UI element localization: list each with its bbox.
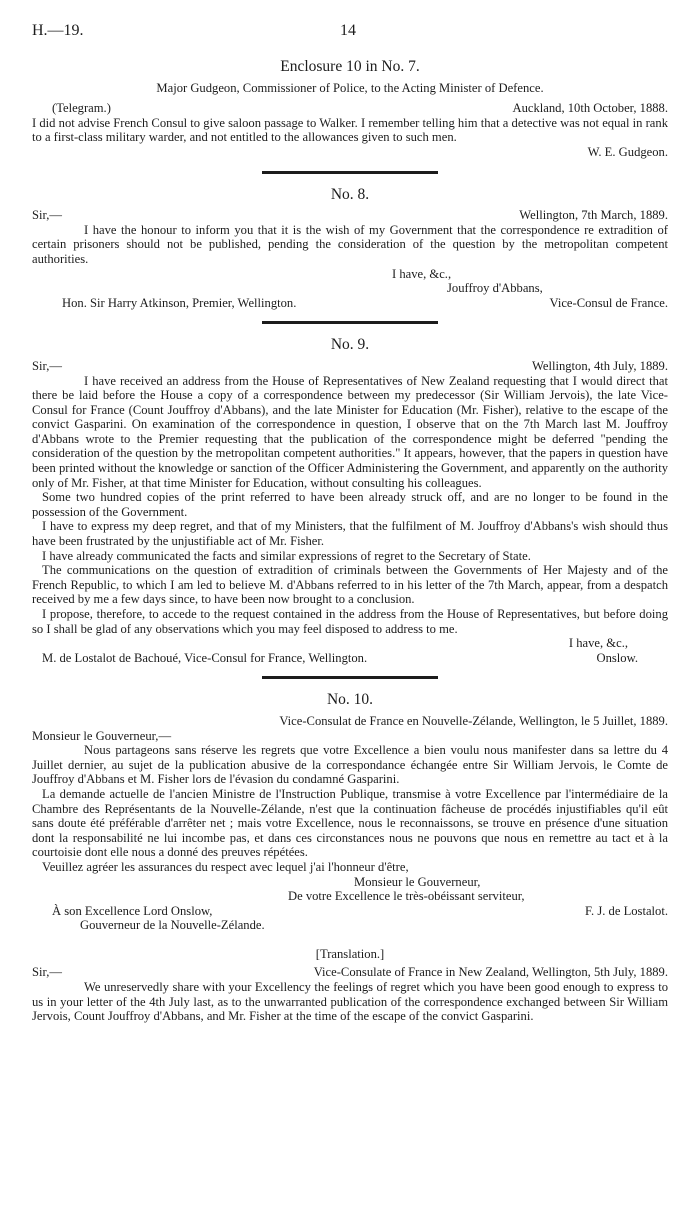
telegram-body: I did not advise French Consul to give saloon passage to Walker. I remember telling him that a detective was not equal in rank to a first-class military warder, and not entitled to the allowances given to such men. — [32, 115, 668, 145]
telegram-signature: W. E. Gudgeon. — [587, 144, 668, 159]
no8-signature-row — [32, 281, 668, 296]
no8-closing: I have, &c., — [392, 266, 452, 281]
no10-closing1-row — [32, 875, 668, 890]
no9-closing-row — [32, 636, 668, 651]
telegram-label: (Telegram.) — [52, 101, 111, 116]
no9-addressee: M. de Lostalot de Bachoué, Vice-Consul for France, Wellington. — [42, 650, 368, 665]
enclosure-10-section — [32, 60, 668, 160]
no8-section — [32, 185, 668, 311]
no10-title: No. 10. — [326, 691, 374, 709]
translation-label: [Translation.] — [315, 946, 385, 961]
telegram-dateline: Auckland, 10th October, 1888. — [512, 101, 668, 116]
no9-salutation-row — [32, 359, 668, 374]
no9-dateline: Wellington, 4th July, 1889. — [532, 358, 668, 373]
no9-paragraph: Some two hundred copies of the print referred to have been already struck off, and are no longer to be found in the possession of the Government. — [32, 490, 668, 519]
enclosure-subtitle: Major Gudgeon, Commissioner of Police, to the Acting Minister of Defence. — [156, 80, 544, 95]
no10-salutation: Monsieur le Gouverneur,— — [32, 728, 172, 743]
no9-signature: Onslow. — [596, 650, 638, 665]
no9-closing: I have, &c., — [568, 636, 628, 651]
telegram-row — [32, 101, 668, 116]
translation-salutation: Sir,— — [32, 965, 62, 980]
no10-addressee2-row — [32, 918, 668, 933]
no9-addressee-row — [32, 651, 668, 666]
no9-section — [32, 338, 668, 665]
page-number: 14 — [340, 22, 356, 39]
no10-addressee1: À son Excellence Lord Onslow, — [52, 903, 213, 918]
no8-title: No. 8. — [330, 185, 370, 203]
translation-section — [32, 947, 668, 1024]
no10-closing2: De votre Excellence le très-obéissant serviteur, — [288, 889, 525, 904]
no9-paragraph: I have to express my deep regret, and that of my Ministers, that the fulfilment of M. Jouffroy d'Abbans's wish should thus have been frustrated by the unjustifiable act of Mr. Fisher. — [32, 519, 668, 549]
section-divider — [262, 171, 438, 174]
no8-sig-title: Vice-Consul de France. — [549, 295, 668, 310]
translation-body: We unreservedly share with your Excellency the feelings of regret which you have been good enough to express to us in your letter of the 4th July last, as to the unwarranted publication of the correspondence exchanged between Sir William Jervois, Count Jouffroy d'Abbans, and Mr. Fisher at the time of the escape of the convict Gasparini. — [32, 980, 668, 1024]
no9-title: No. 9. — [330, 336, 370, 354]
no10-closing2-row — [32, 889, 668, 904]
section-divider — [262, 321, 438, 324]
no8-body: I have the honour to inform you that it is the wish of my Government that the correspondence re extradition of certain prisoners should not be published, pending the consideration of the question by the metropolitan competent authorities. — [32, 222, 668, 266]
document-body — [32, 60, 668, 1024]
no8-signature: Jouffroy d'Abbans, — [447, 281, 543, 296]
translation-salutation-row — [32, 965, 668, 980]
no10-section — [32, 693, 668, 933]
no9-paragraph: I have already communicated the facts and similar expressions of regret to the Secretary of State. — [42, 548, 531, 563]
no10-addressee2: Gouverneur de la Nouvelle-Zélande. — [80, 918, 265, 933]
translation-dateline: Vice-Consulate of France in New Zealand, Wellington, 5th July, 1889. — [313, 965, 668, 980]
telegram-signature-row — [32, 145, 668, 160]
section-divider — [262, 676, 438, 679]
no8-dateline: Wellington, 7th March, 1889. — [519, 208, 668, 223]
no10-closing1: Monsieur le Gouverneur, — [354, 874, 481, 889]
no9-paragraph: The communications on the question of extradition of criminals between the Governments of Her Majesty and of the French Republic, to which I am led to believe M. d'Abbans referred to in his letter of the 7th March, appear, from a despatch received by me a few days since, to have been now brought to a conclusion. — [32, 563, 668, 607]
no8-addressee-row — [32, 296, 668, 311]
page-header — [32, 22, 668, 42]
no10-subtitle-row — [32, 714, 668, 729]
enclosure-title: Enclosure 10 in No. 7. — [280, 58, 420, 75]
no10-salutation-row — [32, 729, 668, 744]
no8-addressee: Hon. Sir Harry Atkinson, Premier, Wellington. — [62, 295, 297, 310]
no9-paragraph: I propose, therefore, to accede to the request contained in the address from the House of Representatives, but before doing so I shall be glad of any observations which you may feel disposed to address to me. — [32, 607, 668, 636]
no8-salutation-row — [32, 208, 668, 223]
no8-closing-row — [32, 267, 668, 282]
no10-paragraph: La demande actuelle de l'ancien Ministre de l'Instruction Publique, transmise à votre Excellence par l'intermédiaire de la Chambre des Représentants de la Nouvelle-Zélande, n'est que la continuation fâcheuse de procédés injustifiables qu'il eût sans doute été préférable d'arrêter net ; mais votre Excellence, nous le reconnaissons, se trouve en présence d'une situation dont la responsabilité ne lui incombe pas, et dans ces circonstances nous ne pouvons que nous en remettre au tact et à la courtoisie dont elle nous a donné des preuves répétées. — [32, 786, 668, 860]
no10-signature: F. J. de Lostalot. — [585, 903, 668, 918]
no8-salutation: Sir,— — [32, 208, 62, 223]
no10-paragraph: Nous partageons sans réserve les regrets que votre Excellence a bien voulu nous manifester dans sa lettre du 4 Juillet dernier, au sujet de la publication abusive de la correspondance échangée entre Sir William Jervois, le Comte de Jouffroy d'Abbans et M. Fisher lors de l'évasion du condamné Gasparini. — [32, 743, 668, 787]
no9-salutation: Sir,— — [32, 358, 62, 373]
no9-paragraph: I have received an address from the House of Representatives of New Zealand requesting that I would direct that there be laid before the House a copy of a correspondence between my predecessor (Sir William Jervois), the late Vice-Consul for France (Count Jouffroy d'Abbans), and the late Minister for Education (Mr. Fisher), relative to the escape of the convict Gasparini. On examination of the correspondence in question, I observe that on the 7th March last M. Jouffroy d'Abbans wrote to the Premier requesting that the publication of the correspondence might be deferred "pending the consideration of the question by the metropolitan competent authorities." It appears, however, that the papers in question have been printed without the knowledge or sanction of the Officer Administering the Government, and apparently on the authority only of Mr. Fisher, at that time Minister for Education, without consulting his colleagues. — [32, 373, 668, 490]
no10-paragraph: Veuillez agréer les assurances du respect avec lequel j'ai l'honneur d'être, — [42, 859, 409, 874]
no10-subtitle: Vice-Consulat de France en Nouvelle-Zélande, Wellington, le 5 Juillet, 1889. — [279, 713, 668, 728]
translation-label-row — [32, 947, 668, 962]
document-code: H.—19. — [32, 22, 84, 39]
no10-addressee1-row — [32, 904, 668, 919]
